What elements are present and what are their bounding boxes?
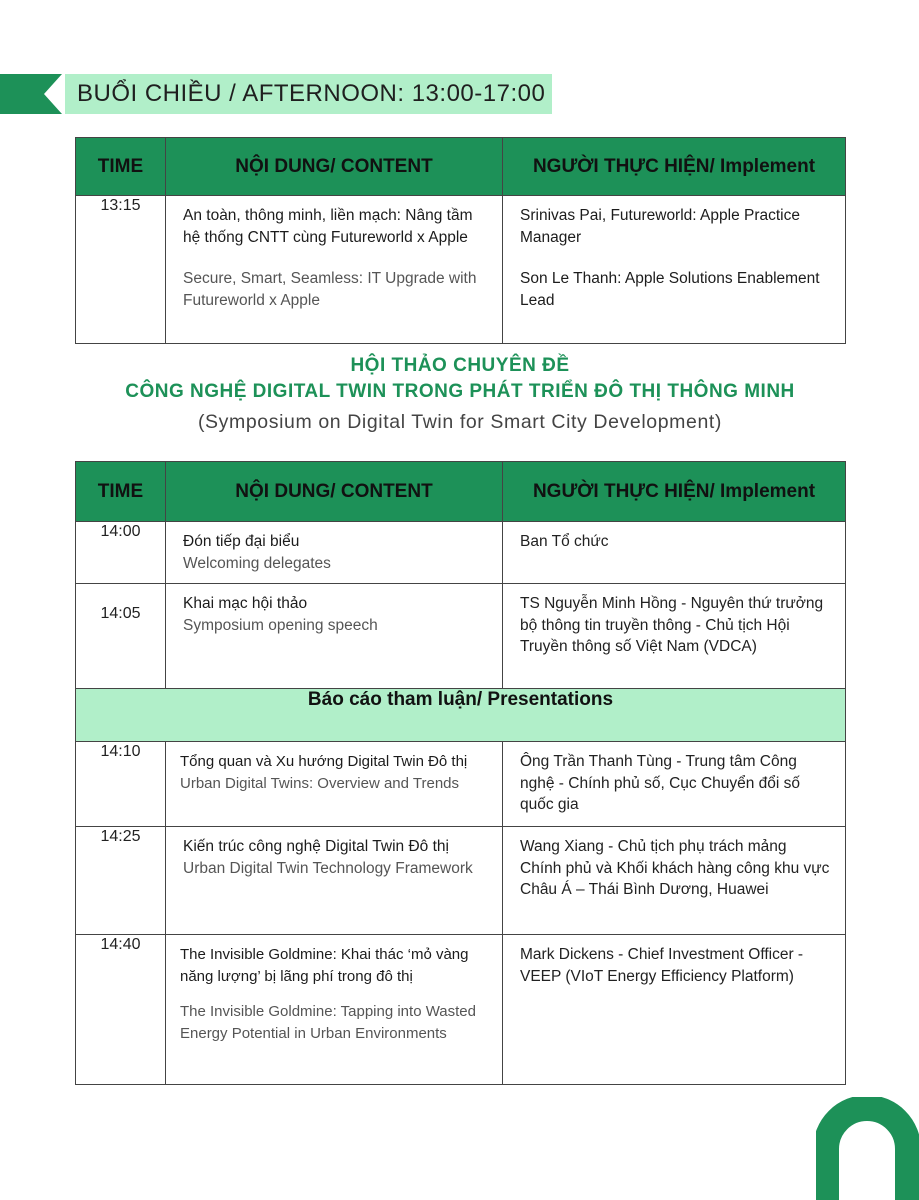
section-label: Báo cáo tham luận/ Presentations: [76, 689, 846, 742]
content-english: Symposium opening speech: [183, 616, 378, 634]
corner-arch-decoration: [816, 1097, 919, 1200]
content-english: Urban Digital Twins: Overview and Trends: [180, 774, 460, 792]
table-row: [76, 742, 846, 827]
row-time: 14:40: [76, 935, 166, 1085]
header-implement: NGƯỜI THỰC HIỆN/ Implement: [503, 462, 846, 522]
row-time: 13:15: [76, 196, 166, 344]
content-vietnamese: Khai mạc hội thảo: [183, 595, 308, 612]
row-speaker: Wang Xiang - Chủ tịch phụ trách mảng Chính phủ và Khối khách hàng công khu vực Châu Á – Thái Bình Dương, Huawei: [503, 827, 846, 935]
row-speaker: [503, 196, 846, 344]
speaker-1: Srinivas Pai, Futureworld: Apple Practice Manager: [520, 207, 800, 246]
content-english: Secure, Smart, Seamless: IT Upgrade with Futureworld x Apple: [183, 270, 477, 309]
symposium-title-line2: CÔNG NGHỆ DIGITAL TWIN TRONG PHÁT TRIỂN ĐÔ THỊ THÔNG MINH: [125, 381, 795, 402]
table-row: [76, 522, 846, 584]
header-content: NỘI DUNG/ CONTENT: [166, 138, 503, 196]
agenda-table-symposium: [75, 461, 846, 1085]
row-time: 14:00: [76, 522, 166, 584]
row-content: [166, 827, 503, 935]
row-speaker: Mark Dickens - Chief Investment Officer - VEEP (VIoT Energy Efficiency Platform): [503, 935, 846, 1085]
table-row: [76, 584, 846, 689]
table-header-row: [76, 138, 846, 196]
symposium-heading: [75, 353, 845, 436]
row-time: 14:10: [76, 742, 166, 827]
content-vietnamese: The Invisible Goldmine: Khai thác ‘mỏ vàng năng lượng’ bị lãng phí trong đô thị: [180, 946, 469, 985]
row-content: [166, 196, 503, 344]
symposium-subtitle: (Symposium on Digital Twin for Smart City Development): [197, 411, 723, 433]
session-tab-marker: [0, 74, 62, 114]
content-vietnamese: Kiến trúc công nghệ Digital Twin Đô thị: [183, 838, 449, 855]
content-english: The Invisible Goldmine: Tapping into Wasted Energy Potential in Urban Environments: [180, 1003, 476, 1042]
row-speaker: Ban Tổ chức: [503, 522, 846, 584]
row-content: [166, 935, 503, 1085]
row-content: [166, 742, 503, 827]
content-english: Welcoming delegates: [183, 554, 331, 572]
session-title: BUỔI CHIỀU / AFTERNOON: 13:00-17:00: [65, 74, 552, 114]
content-vietnamese: An toàn, thông minh, liền mạch: Nâng tầm hệ thống CNTT cùng Futureworld x Apple: [183, 207, 473, 246]
row-content: [166, 584, 503, 689]
header-implement: NGƯỜI THỰC HIỆN/ Implement: [503, 138, 846, 196]
table-row: [76, 827, 846, 935]
row-time: 14:25: [76, 827, 166, 935]
header-content: NỘI DUNG/ CONTENT: [166, 462, 503, 522]
table-row: [76, 935, 846, 1085]
row-speaker: TS Nguyễn Minh Hồng - Nguyên thứ trưởng bộ thông tin truyền thông - Chủ tịch Hội Truyền thông số Việt Nam (VDCA): [503, 584, 846, 689]
section-row-presentations: [76, 689, 846, 742]
row-time: 14:05: [76, 584, 166, 689]
row-content: [166, 522, 503, 584]
content-vietnamese: Đón tiếp đại biểu: [183, 533, 300, 550]
table-row: [76, 196, 846, 344]
row-speaker: Ông Trần Thanh Tùng - Trung tâm Công nghệ - Chính phủ số, Cục Chuyển đổi số quốc gia: [503, 742, 846, 827]
speaker-2: Son Le Thanh: Apple Solutions Enablement Lead: [520, 270, 820, 309]
content-english: Urban Digital Twin Technology Framework: [183, 859, 473, 877]
symposium-title-line1: HỘI THẢO CHUYÊN ĐỀ: [350, 355, 570, 376]
header-time: TIME: [76, 462, 166, 522]
agenda-table-morning-keynote: [75, 137, 846, 344]
table-header-row: [76, 462, 846, 522]
header-time: TIME: [76, 138, 166, 196]
content-vietnamese: Tổng quan và Xu hướng Digital Twin Đô thị: [180, 753, 468, 770]
